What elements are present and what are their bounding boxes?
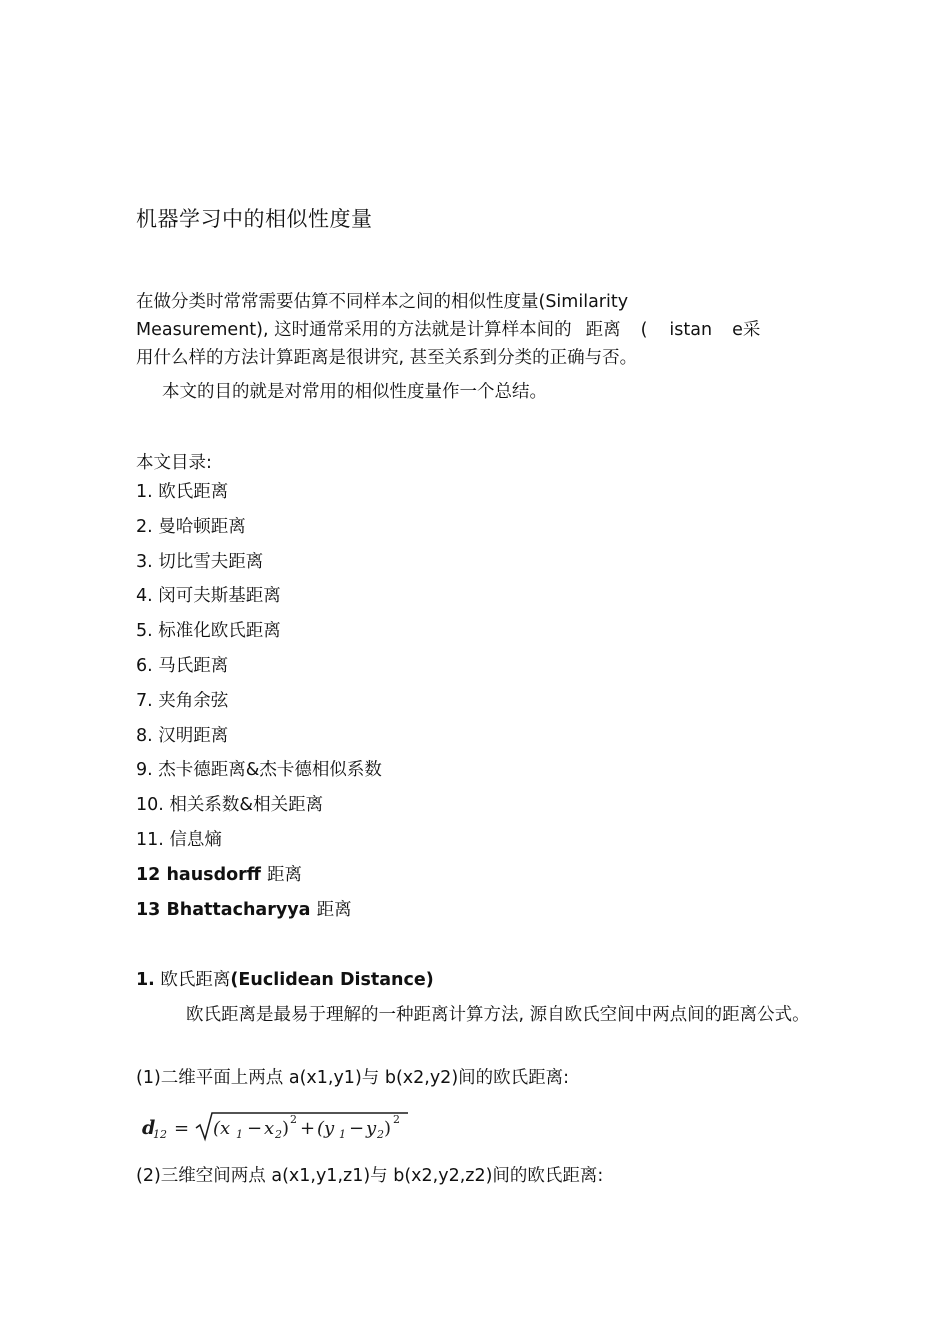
section-title-cn: 欧氏距离 bbox=[160, 970, 231, 990]
section-paragraph: 欧氏距离是最易于理解的一种距离计算方法, 源自欧氏空间中两点间的距离公式。 bbox=[186, 1005, 810, 1025]
intro-line-1: 在做分类时常常需要估算不同样本之间的相似性度量(Similarity bbox=[136, 292, 629, 312]
formula-pow1: 2 bbox=[290, 1113, 297, 1126]
intro-line-3: 用什么样的方法计算距离是很讲究, 甚至关系到分类的正确与否。 bbox=[136, 348, 638, 368]
formula-term4: y bbox=[366, 1118, 377, 1139]
intro-paren: ( bbox=[640, 320, 648, 340]
formula-pow2: 2 bbox=[393, 1113, 400, 1126]
intro-line-2-tail: e采 bbox=[732, 320, 761, 340]
toc-item bbox=[136, 792, 382, 827]
toc-item bbox=[136, 723, 382, 758]
toc-item-number: 4. bbox=[136, 586, 153, 607]
toc-item bbox=[136, 827, 382, 862]
toc-item-number: 11. bbox=[136, 829, 164, 850]
toc-item-number: 9. bbox=[136, 760, 153, 781]
formula-plus: + bbox=[300, 1118, 316, 1139]
formula-minus2: − bbox=[349, 1118, 365, 1139]
toc-item-number: 6. bbox=[136, 655, 153, 676]
toc-item-number: 10. bbox=[136, 795, 164, 816]
intro-distance-en-fragment: istan bbox=[669, 320, 713, 340]
summary-sentence: 本文的目的就是对常用的相似性度量作一个总结。 bbox=[162, 382, 547, 402]
intro-line-2-text: Measurement), 这时通常采用的方法就是计算样本间的 bbox=[136, 320, 572, 340]
formula-term3-sub: 1 bbox=[339, 1128, 346, 1141]
toc-item-text: 信息熵 bbox=[169, 829, 222, 850]
table-of-contents bbox=[136, 479, 382, 931]
toc-item-text: 距离 bbox=[316, 899, 352, 920]
toc-item-number: 8. bbox=[136, 725, 153, 746]
toc-item bbox=[136, 583, 382, 618]
toc-heading: 本文目录: bbox=[136, 453, 212, 473]
formula-term1-sub: 1 bbox=[236, 1128, 243, 1141]
section-number: 1. bbox=[136, 970, 155, 990]
intro-distance-word: 距离 bbox=[585, 320, 621, 340]
euclidean-2d-formula bbox=[140, 1108, 412, 1144]
formula-term2: x bbox=[264, 1118, 275, 1139]
toc-item bbox=[136, 897, 382, 932]
formula-minus: − bbox=[247, 1118, 263, 1139]
toc-item bbox=[136, 618, 382, 653]
toc-item-text: 汉明距离 bbox=[158, 725, 229, 746]
formula-lhs-subscript: 12 bbox=[153, 1128, 167, 1141]
toc-item bbox=[136, 757, 382, 792]
formula-term2-sub: 2 bbox=[275, 1128, 282, 1141]
formula-term1: (x bbox=[213, 1118, 231, 1139]
toc-item-number: 12 hausdorff bbox=[136, 864, 261, 885]
toc-item-text: 标准化欧氏距离 bbox=[158, 621, 281, 642]
toc-item-text: 闵可夫斯基距离 bbox=[158, 586, 281, 607]
formula-term3: (y bbox=[317, 1118, 335, 1139]
toc-item-number: 1. bbox=[136, 482, 153, 502]
formula-lhs: d bbox=[142, 1117, 156, 1139]
subsection-3d-label: (2)三维空间两点 a(x1,y1,z1)与 b(x2,y2,z2)间的欧氏距离: bbox=[136, 1166, 604, 1186]
toc-item-text: 杰卡德距离&杰卡德相似系数 bbox=[158, 760, 382, 781]
formula-close1: ) bbox=[282, 1118, 290, 1139]
intro-paragraph bbox=[136, 288, 826, 372]
intro-line-2 bbox=[136, 316, 826, 344]
toc-item-number: 5. bbox=[136, 621, 153, 642]
section-heading bbox=[136, 966, 434, 991]
toc-item bbox=[136, 514, 382, 549]
toc-item bbox=[136, 862, 382, 897]
toc-item-text: 相关系数&相关距离 bbox=[169, 795, 324, 816]
toc-item bbox=[136, 653, 382, 688]
section-title-en: (Euclidean Distance) bbox=[230, 970, 434, 990]
page-title: 机器学习中的相似性度量 bbox=[136, 207, 373, 231]
toc-item-number: 13 Bhattacharyya bbox=[136, 899, 311, 920]
subsection-2d-label: (1)二维平面上两点 a(x1,y1)与 b(x2,y2)间的欧氏距离: bbox=[136, 1068, 570, 1088]
formula-close2: ) bbox=[384, 1118, 392, 1139]
toc-item bbox=[136, 688, 382, 723]
formula-term4-sub: 2 bbox=[377, 1128, 384, 1141]
toc-item-number: 3. bbox=[136, 551, 153, 572]
toc-item-text: 曼哈顿距离 bbox=[158, 516, 246, 537]
formula-equals: = bbox=[174, 1118, 190, 1139]
toc-item-number: 7. bbox=[136, 690, 153, 711]
toc-item-text: 欧氏距离 bbox=[158, 482, 229, 502]
toc-item-text: 距离 bbox=[267, 864, 303, 885]
toc-item-text: 切比雪夫距离 bbox=[158, 551, 264, 572]
toc-item-text: 夹角余弦 bbox=[158, 690, 229, 711]
toc-item-text: 马氏距离 bbox=[158, 655, 229, 676]
toc-item bbox=[136, 549, 382, 584]
toc-item-number: 2. bbox=[136, 516, 153, 537]
toc-item bbox=[136, 479, 382, 514]
